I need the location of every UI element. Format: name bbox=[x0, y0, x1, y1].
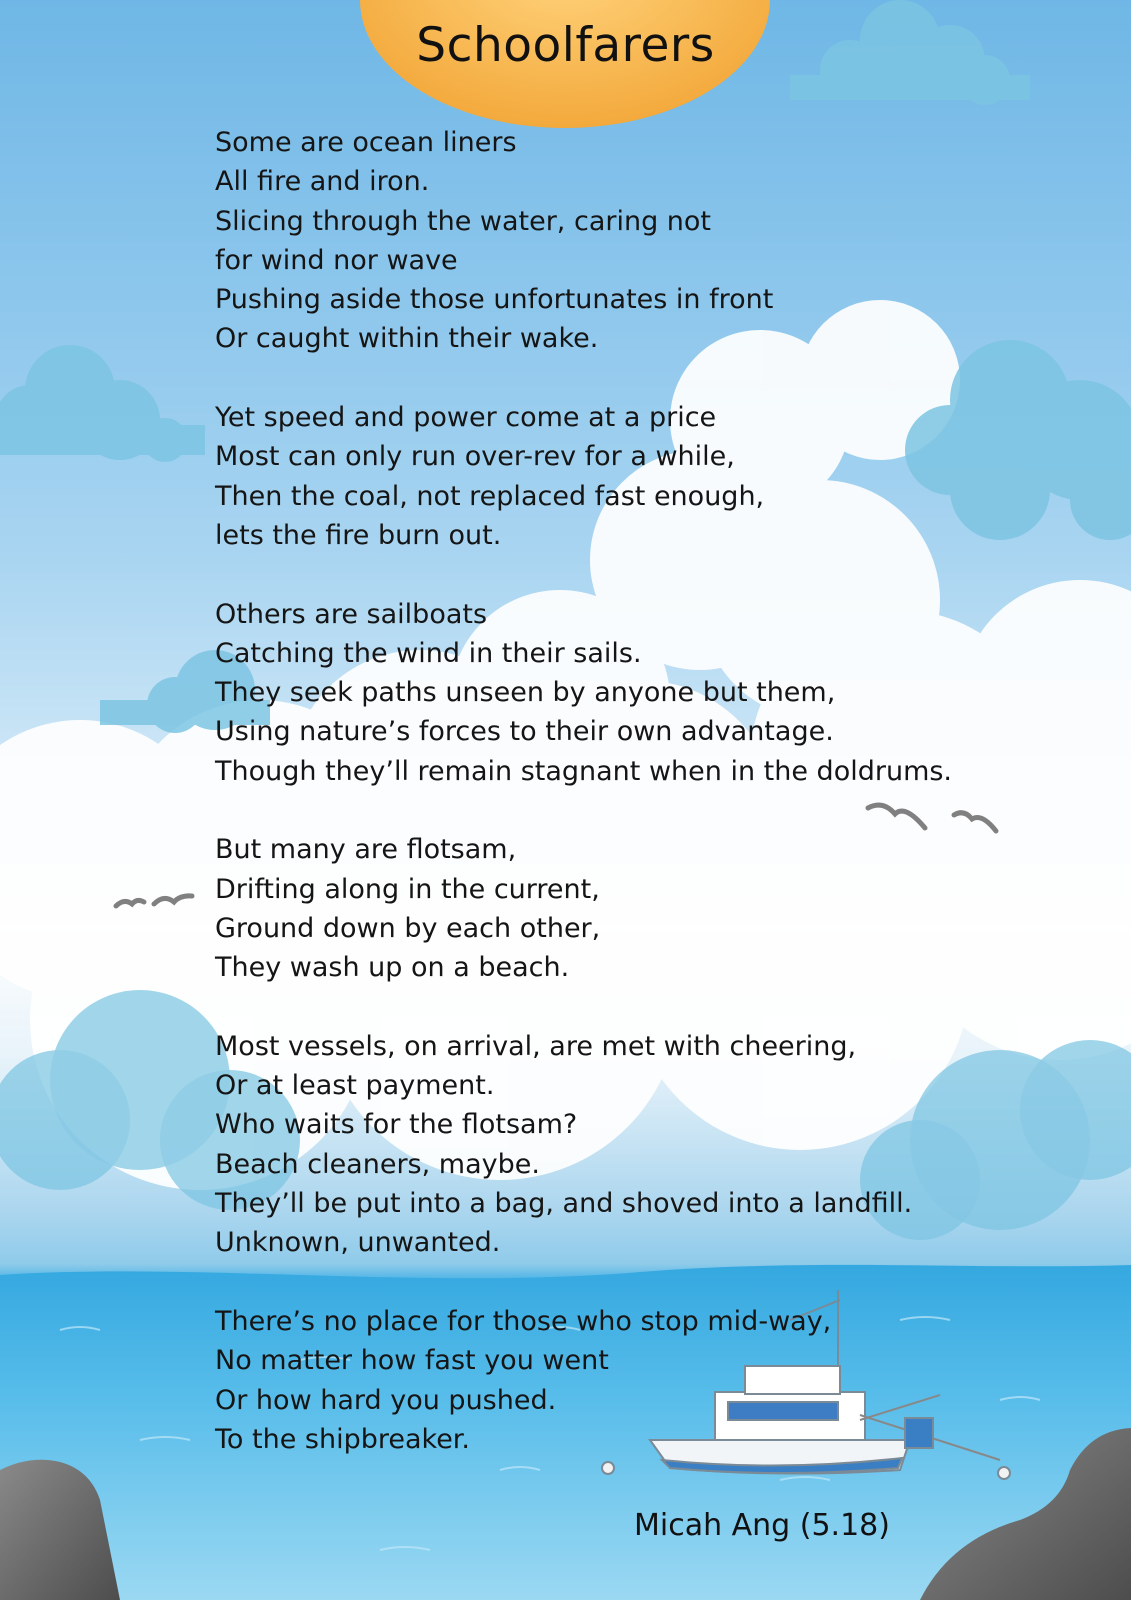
poem-line: To the shipbreaker. bbox=[215, 1423, 471, 1455]
poem-line: lets the fire burn out. bbox=[215, 519, 502, 551]
poem-line: Pushing aside those unfortunates in front bbox=[215, 284, 774, 316]
poem-line: No matter how fast you went bbox=[215, 1345, 609, 1377]
poem-line: Or caught within their wake. bbox=[215, 323, 599, 355]
poem-line: Then the coal, not replaced fast enough, bbox=[215, 480, 765, 512]
poem-line: There’s no place for those who stop mid-way, bbox=[215, 1305, 832, 1337]
poem-line: Using nature’s forces to their own advantage. bbox=[215, 716, 834, 748]
poem-line: Others are sailboats bbox=[215, 598, 488, 630]
poem-line: Most can only run over-rev for a while, bbox=[215, 441, 735, 473]
poem-line: Or how hard you pushed. bbox=[215, 1384, 557, 1416]
poem-line: They seek paths unseen by anyone but them, bbox=[215, 677, 836, 709]
poem-line: for wind nor wave bbox=[215, 244, 458, 276]
poem-line: Some are ocean liners bbox=[215, 127, 517, 158]
poem-body bbox=[215, 123, 1095, 1459]
poem-line: Unknown, unwanted. bbox=[215, 1227, 501, 1259]
poem-line: Beach cleaners, maybe. bbox=[215, 1148, 540, 1180]
stanza-1 bbox=[215, 123, 1095, 359]
poem-line: They’ll be put into a bag, and shoved into a landfill. bbox=[215, 1188, 913, 1220]
poem-title: Schoolfarers bbox=[416, 18, 715, 73]
poem-line: Most vessels, on arrival, are met with cheering, bbox=[215, 1030, 857, 1062]
poem-line: All fire and iron. bbox=[215, 166, 430, 198]
poem-line: Who waits for the flotsam? bbox=[215, 1109, 578, 1141]
stanza-5 bbox=[215, 1027, 1095, 1263]
poem-line: But many are flotsam, bbox=[215, 834, 517, 866]
stanza-3 bbox=[215, 595, 1095, 791]
poem-line: Slicing through the water, caring not bbox=[215, 205, 712, 237]
author-credit: Micah Ang (5.18) bbox=[634, 1508, 890, 1543]
poem-line: Ground down by each other, bbox=[215, 912, 601, 944]
poem-line: They wash up on a beach. bbox=[215, 952, 570, 984]
stanza-2 bbox=[215, 398, 1095, 555]
poem-line: Drifting along in the current, bbox=[215, 873, 600, 905]
poem-line: Yet speed and power come at a price bbox=[215, 402, 717, 434]
poem-line: Though they’ll remain stagnant when in the doldrums. bbox=[215, 755, 953, 787]
stanza-6 bbox=[215, 1302, 1095, 1459]
stanza-4 bbox=[215, 830, 1095, 987]
poem-line: Catching the wind in their sails. bbox=[215, 637, 642, 669]
poem-line: Or at least payment. bbox=[215, 1070, 495, 1102]
